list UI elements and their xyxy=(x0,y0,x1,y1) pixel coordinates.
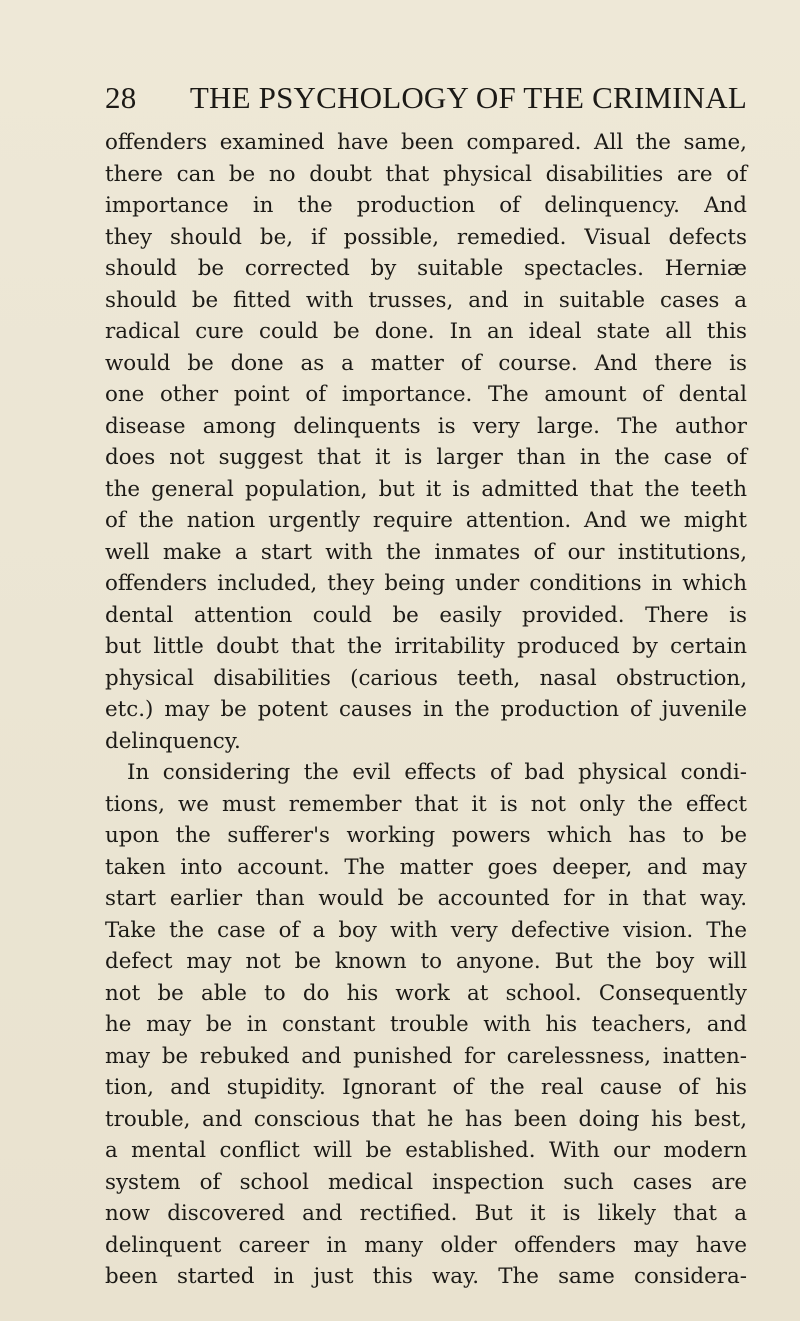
text-line: offenders included, they being under conditions in which xyxy=(105,571,747,596)
text-line: should be fitted with trusses, and in suitable cases a xyxy=(105,287,747,313)
paragraph-start-line: In considering the evil effects of bad physical condi- xyxy=(127,760,747,785)
text-line: they should be, if possible, remedied. Visual defects xyxy=(105,224,747,250)
text-line: one other point of importance. The amount of dental xyxy=(105,382,747,407)
text-line: offenders examined have been compared. All the same, xyxy=(105,130,747,155)
text-line: well make a start with the inmates of our institutions, xyxy=(105,539,747,565)
text-line: defect may not be known to anyone. But the boy will xyxy=(105,949,747,974)
text-line: physical disabilities (carious teeth, nasal obstruction, xyxy=(105,665,747,691)
text-line: may be rebuked and punished for carelessness, inatten- xyxy=(105,1043,747,1069)
text-line: not be able to do his work at school. Consequently xyxy=(105,980,747,1006)
text-line: start earlier than would be accounted for in that way. xyxy=(105,886,747,911)
text-line: tions, we must remember that it is not only the effect xyxy=(105,791,747,817)
text-line: etc.) may be potent causes in the production of juvenile xyxy=(105,697,747,722)
running-head xyxy=(105,80,747,116)
text-line: but little doubt that the irritability produced by certain xyxy=(105,634,747,659)
body-text xyxy=(105,127,747,1293)
text-line: he may be in constant trouble with his teachers, and xyxy=(105,1012,747,1037)
text-line: there can be no doubt that physical disabilities are of xyxy=(105,161,747,187)
text-line: the general population, but it is admitted that the teeth xyxy=(105,476,747,502)
text-line: radical cure could be done. In an ideal state all this xyxy=(105,319,747,344)
text-line: trouble, and conscious that he has been doing his best, xyxy=(105,1106,747,1132)
page-number: 28 xyxy=(105,80,137,115)
text-line: taken into account. The matter goes deeper, and may xyxy=(105,854,747,880)
text-line: tion, and stupidity. Ignorant of the real cause of his xyxy=(105,1075,747,1100)
running-title: THE PSYCHOLOGY OF THE CRIMINAL xyxy=(189,80,747,115)
text-line: upon the sufferer's working powers which has to be xyxy=(105,823,747,848)
text-line: disease among delinquents is very large. The author xyxy=(105,413,747,439)
text-line: does not suggest that it is larger than in the case of xyxy=(105,445,747,470)
text-line: now discovered and rectified. But it is likely that a xyxy=(105,1201,747,1226)
text-line: system of school medical inspection such cases are xyxy=(105,1169,747,1195)
text-line: been started in just this way. The same considera- xyxy=(105,1264,747,1289)
text-line: Take the case of a boy with very defective vision. The xyxy=(105,917,747,943)
text-line: a mental conflict will be established. With our modern xyxy=(105,1138,747,1163)
paragraph-end-line: delinquency. xyxy=(105,728,241,754)
text-line: delinquent career in many older offenders may have xyxy=(105,1232,747,1258)
text-line: should be corrected by suitable spectacles. Herniæ xyxy=(105,256,747,281)
text-line: of the nation urgently require attention. And we might xyxy=(105,508,747,533)
text-line: would be done as a matter of course. And there is xyxy=(105,350,747,376)
text-line: importance in the production of delinquency. And xyxy=(105,193,747,218)
text-line: dental attention could be easily provided. There is xyxy=(105,602,747,628)
